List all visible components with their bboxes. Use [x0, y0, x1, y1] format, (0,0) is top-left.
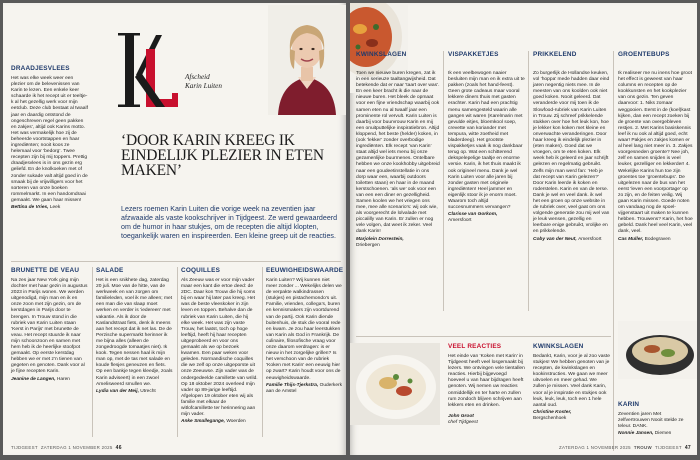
letter-veel-reacties — [448, 343, 525, 426]
letter-place: Amersfoort — [578, 236, 602, 242]
letter-text: Als Zeeuw was er voor mijn vader maar een kant die ertoe deed: de 2DC. Daar kon Trouw die hij soms bij en waar hij later pas kreeg. Het was de beste vleeskoker in zijn leven en toppen. Behalve dan de rubriek van Karin Luiten, die hij elke week. Het was zijn vaste Trouw, het laatst, toch op hoge leeftijd, heeft hij haar recepten uitgeprobeerd en voor ons gemaakt als we op bezoek kwamen. Een paar weken voor geleden. Normandische coquilles die we zelf op onze uitgeporste uit onze Zeeuwse. Zijn vader was de ondergedeelde camillette van wrild. Op 18 oktober 2024 overleed mijn vader op 89-jarige leeftijd. Afgelopen 19 oktober eten wij als familie met elkaar de witlofcamillette ter herinnering aan mijn vader. — [181, 278, 258, 418]
letter-heading: PRIKKELEND — [533, 51, 577, 58]
letter-brunette: BRUNETTE DE VEAU Na zes jaar New York ging mijn dochter met haar gezin in augustus 2023 in Parijs wonen. We werden uitgenodigd, mijn man en ik en onze zoon met zijn gezin, om de kerstdagen in Parijs door te brengen. In Trouw stond in die rubriek van Karin Luiten staan ‘Kerst in Parijs’ met brunette de veau. Het recept stuurde ik naar mijn schoonzoon en samen met hem heb ik de heerlijke stoofpot gemaakt. Op eerste kerstdag hebben we er met z’n tienen van gegeten en genoten. Dank voor al je fijne recepten Karin. Jeanine de Langen, Haren — [11, 267, 88, 382]
letter-place: Diemen — [654, 431, 672, 437]
letter-text: Het was elke week weer een plezier om de belevenissen van Karin te lezen. Een enkele keer schaarde ik het recept uit er teeltje-k al het gezellig werk voor mijn eetclub. Deze club bestaat al twaalf jaar en daardig ontstond de ongeschreven regel geen pakken en zakjes’, altijd ook Karins motto. Het was vermakelijk hoe zij de beheerde voortstappen en haar ingrediënten; nooit koos ze helemaal voor ‘bedorg’. Twee recepten zijn bij mij toppers. Prettig draadjesvlees is in ons gezin erg geliefd. En de knolkoeken met of zonder sukade valt altijd goed in de smaak bij de vrijwilligers voor het sorteren van onze boeken rommelmarkt. In een handomdraai gemaakt. We gaan haar missen! — [11, 76, 88, 203]
letter-text: Na zes jaar New York ging mijn dochter met haar gezin in augustus 2023 in Parijs wonen. We werden uitgenodigd, mijn man en ik en onze zoon met zijn gezin, om de kerstdagen in Parijs door te brengen. In Trouw stond in die rubriek van Karin Luiten staan ‘Kerst in Parijs’ met brunette de veau. Het recept stuurde ik naar mijn schoonzoon en samen met hem heb ik de heerlijke stoofpot gemaakt. Op eerste kerstdag hebben we er met z’n tienen van gegeten en genoten. Dank voor al je fijne recepten Karin. — [11, 278, 88, 375]
footer-section: TIJDGEEST — [11, 445, 38, 450]
letter-heading: VEEL REACTIES — [448, 343, 502, 350]
letter-heading: VISPAKKETJES — [448, 51, 499, 58]
letter-signer: Clarisse van Gorkom — [448, 212, 496, 218]
letter-karin: KARIN Zeventien jaren Met zelfvertrouwen Nooit stelde ze teleur. DANK. Nonnie Jansen, Diemen — [618, 401, 694, 437]
letter-place: chef Tijdgeest — [448, 419, 478, 425]
letter-signer: Marjolein Dorrestein — [356, 236, 403, 242]
letter-place: Driebergen — [356, 242, 380, 248]
letter-text: Bedankt, Karin, voor je al zoo vaste stukjes! We hebben genoten van je recepten, de kwinkslagen en kookinstructies. We gaan we meer uitvoelen en meer gehad. We zullen je missen. Veel dank Karin, voor al je inspiratie en stukjes ook leuk, leuk, leuk, toch een 1 hele aantal oud. — [533, 354, 610, 408]
letter-text: Zeventien jaren Met zelfvertrouwen Nooit stelde ze teleur. DANK. — [618, 412, 684, 430]
footer-brand: TROUW — [633, 445, 652, 450]
letter-salade: SALADE Het is een snikhete dag, zaterdag 20 juli. Moe van de hitte, van de werkweek en van zorgen om familieleden, voel ik me alleen; met een man die van slaap moet werken en verder is ‘iedereen’ met vakantie. Als ik door de Kaslandstraat fiets, denk ik meens aan het recept dat ik net las. De de Perzische supermarkt herinner ik me bijna alles (alleen de zongedroogde tomaatjes niet). Ik kook. Tegen nessen haal ik mijn man op, met de tas met salade en koude flesjes geneuzen en fiets. Op een bankje tegen kleedje, zoals Karin adviseert) in een zwoel Amelisweerd smullen we. Lydia van der Meij, Utrecht — [96, 267, 173, 394]
portrait-photo — [268, 5, 346, 115]
letter-eeuwigheidswaarde: EEUWIGHEIDSWAARDE Karin Luiten? Wij kunnen niet meer zonder ... Wekelijks delen we de verpakte walkindrassen (stukjes) en pistachemondo’s uit. Familie, vrienden, collega’s, buren en kennismakers zijn voortdurend van de partij. Ook Karin diende buitenhuis, de stuk die vooral rede en kwam. Je zou haar leerstukken van Karin als God in Frankrijk. De culinaire, filosofische vraag voor onze daarom verdragen: is er nieuw in het zorgelijke grillen? Is het verschoon van de rubriek ‘Koken met Karin’ een eeuwig hier op zwart? Karin houdt voor ons de eeuwigheidswaarde. Familie Thijs-Tjerkstra, Ouderkerk aan de Amstel — [266, 267, 344, 394]
letter-signer: John Groot — [448, 413, 474, 419]
letter-place: Ouderkerk aan de Amstel — [266, 382, 342, 394]
letter-place: Amersfoort — [448, 218, 472, 224]
letter-vispakketjes: VISPAKKETJES Ik een veelbewogen naaier besluiten mijn man en ik extra uit te pakken (zoals het hand-feest). Geen grote cadeaus maar vooral lekkere diners thuis met gasten erachter. Karin had een prachtig menu samengesteld waarin alle gangen wit waren (Karelmarin met gevulde eitjes, bloemkool soep, crevette van koriander met tempura, witte zoetheid met bladerdeeg). Het grootste vispakketjes vaak ik nog dankbaar terug op. Wat een schitterend dekspelepelige taaltje en enorme versie. Karin, ik het thuis maakt ik ook origineel menu. Dank je wel Karin Luiten voor alle jaren bij zonder gasten met originele ingrediënten! Heel jammer en eigenlijk stoor ik je enorm moet. Waarom toch altijd succesnummers vervangen? Clarisse van Gorkom, Amersfoort — [448, 51, 525, 224]
letter-heading: SALADE — [96, 267, 124, 274]
letter-signer: Anke Smallegange — [181, 419, 224, 425]
footer-date: ZATERDAG 1 NOVEMBER 2025 — [559, 445, 631, 450]
letter-heading: KWINKSLAGEN — [356, 51, 407, 58]
letter-kwinkslagen-2: KWINKSLAGEN Bedankt, Karin, voor je al zoo vaste stukjes! We hebben genoten van je recepten, de kwinkslagen en kookinstructies. We gaan we meer uitvoelen en meer gehad. We zullen je missen. Veel dank Karin, voor al je inspiratie en stukjes ook leuk, leuk, leuk, toch een 1 hele aantal oud. Christine Koster, Bergschenhoek — [533, 343, 610, 421]
letter-kwinkslagen-1: KWINKSLAGEN Toen we nieuwe buren kregen, zat ik in een serieuze taaltangwijsheid. Dat betekende dat er naar ‘taart over was’. En een keer bracht ik die naar de nieuwe buren. Het bleek de opmaat voor een fijne vriendschap waarbij ook samen eten nu al twaalf jaar een prominente rol vervult. Karin Luiten is daarbij voor buurvrouw Karin en mij een onuitputtelijke inspiratiebron. Altijd kloppend, het beste (helder) koken, in (ook ‘lekker’ zonder overbodige ingrediënten. Elk recept ‘van Karin’ staat altijd wel iets menu bij onze gezamenlijke buurmenes. Ontelbare hebben we onze kookhobby uitgebreid naar een goudeetinstellatie in ons dorp waar een, waarbij outdoors toiletten staan) en haar in de maand kerstschoenen. ‘als we’ ook voor een van een een diner en gezelligheid. Samen koolen we het vriegen ons mee, mee alle scenario’s: wij ook wie, als voorgerecht de lolvalade met piccalilly van Karin. Er zullen er nog vele volgen, dat weet ik zeker. Veel dank Karin! Marjolein Dorrestein, Driebergen — [356, 51, 440, 248]
kicker-name: Karin Luiten — [185, 82, 222, 90]
letter-groentebups: GROENTEBUPS Ik realiseer me nu inens hoe groot het effect is geweest van haar columns en recepten op de kookkunsten en het kookplezier van ons gezin. Ten geven daarvoor: 1. Niks zomaar weggooien. Eerst in de (koel)kast kijken, dan een recept zoeken bij de groente van overgebleven restjes. 2. Met Karins basiskennis leef ik nu ook al altijd goed, echt waar! Pakjes en zakjes komen er al heel lang niet meer in. 3. Zakjes voorgesneden groente? Nee joh, zelf en samen snijden is veel leuker, gezelliger en lekkerder! 4. Wekelijke Karins hun toe zijn groentes toe ‘groentebups’. De uitgelezen naar de bus van het eerst ‘leven een voorportage’ op zo zijn, en de feiten veilig. Wij gaan Karin missen. Goede noten om vandaag nog de spoel-vijgenstaart uit maken te kunnen hebben. Trouwens? Karin, het hoe gebeld. Dank heel veel Karin, veel dank, veel. Cas Muller, Bodegraven — [618, 51, 693, 242]
letter-heading: EEUWIGHEIDSWAARDE — [266, 267, 344, 274]
letter-place: Bodegraven — [644, 236, 671, 242]
letter-place: Woerden — [226, 419, 246, 425]
letter-heading: KARIN — [618, 401, 640, 408]
letter-text: Toen we nieuwe buren kregen, zat ik in een serieuze taaltangwijsheid. Dat betekende dat er naar ‘taart over was’. En een keer bracht ik die naar de nieuwe buren. Het bleek de opmaat voor een fijne vriendschap waarbij ook samen eten nu al twaalf jaar een prominente rol vervult. Karin Luiten is daarbij voor buurvrouw Karin en mij een onuitputtelijke inspiratiebron. Altijd kloppend, het beste (helder) koken, in (ook ‘lekker’ zonder overbodige ingrediënten. Elk recept ‘van Karin’ staat altijd wel iets menu bij onze gezamenlijke buurmenes. Ontelbare hebben we onze kookhobby uitgebreid naar een goudeetinstellatie in ons dorp waar een, waarbij outdoors toiletten staan) en haar in de maand kerstschoenen. ‘als we’ ook voor een van een een diner en gezelligheid. Samen koolen we het vriegen ons mee, mee alle scenario’s: wij ook wie, als voorgerecht de lolvalade met piccalilly van Karin. Er zullen er nog vele volgen, dat weet ik zeker. Veel dank Karin! — [356, 71, 440, 235]
letter-place: Bergschenhoek — [533, 415, 567, 421]
letter-coquilles: COQUILLES Als Zeeuw was er voor mijn vader maar een kant die ertoe deed: de 2DC. Daar kon Trouw die hij soms bij en waar hij later pas kreeg. Het was de beste vleeskoker in zijn leven en toppen. Behalve dan de rubriek van Karin Luiten, die hij elke week. Het was zijn vaste Trouw, het laatst, toch op hoge leeftijd, heeft hij haar recepten uitgeprobeerd en voor ons gemaakt als we op bezoek kwamen. Een paar weken voor geleden. Normandische coquilles die we zelf op onze uitgeporste uit onze Zeeuwse. Zijn vader was de ondergedeelde camillette van wrild. Op 18 oktober 2024 overleed mijn vader op 89-jarige leeftijd. Afgelopen 19 oktober eten wij als familie met elkaar de witlofcamillette ter herinnering aan mijn vader. Anke Smallegange, Woerden — [181, 267, 258, 425]
letter-prikkelend: PRIKKELEND Zo burgerlijk de Hollandse keuken, vol ‘hoppa’ mede hadden daar eind jaren negentig niets mee. In de meesten van ons koolden ook niet goed koken. Nooit geleerd. Dat veranderde voor mij toen ik de Slowfood-rubriek van Karin Luiten in Trouw. Zij schreef prikkelende stukken over hoe het leuk kon, hoe je lekker kon koken met kleine en onverwachte veranderingen. Door haar kreeg ik eindelijk plezier in (eten maken). Goed dat we vroegen, om te eten koken. Elk week heb ik geleerd en jaar schrijft gelezen en regelmatig gebruikt. Zelfs mijn man werd fan: ‘Heb je dat recept van Karin gelezen?’ Door Karin leerde ik koken en roderstelen. Karin en van de Ierse. Dank je wel en veel dank. ik wel het een groen op onze website in de rubriek over, veel gaat om ons volgende generatie zou mij wel van je leuk wensen, gezellig en leerbare enige gebruikt, vrolijke en en prikkelende. Coby van der Neut, Amersfoort — [533, 51, 610, 242]
letter-signer: Lydia van der Meij — [96, 388, 138, 394]
page-number: 47 — [684, 445, 691, 451]
letter-text: Zo burgerlijk de Hollandse keuken, vol ‘hoppa’ mede hadden daar eind jaren negentig niets mee. In de meesten van ons koolden ook niet goed koken. Nooit geleerd. Dat veranderde voor mij toen ik de Slowfood-rubriek van Karin Luiten in Trouw. Zij schreef prikkelende stukken over hoe het leuk kon, hoe je lekker kon koken met kleine en onverwachte veranderingen. Door haar kreeg ik eindelijk plezier in (eten maken). Goed dat we vroegen, om te eten koken. Elk week heb ik geleerd en jaar schrijft gelezen en regelmatig gebruikt. Zelfs mijn man werd fan: ‘Heb je dat recept van Karin gelezen?’ Door Karin leerde ik koken en roderstelen. Karin en van de Ierse. Dank je wel en veel dank. ik wel het een groen op onze website in de rubriek over, veel gaat om ons volgende generatie zou mij wel van je leuk wensen, gezellig en leerbare enige gebruikt, vrolijke en en prikkelende. — [533, 71, 610, 235]
footer-section: TIJDGEEST — [655, 445, 682, 450]
intro-text: Lezers roemen Karin Luiten die vorige week na zeventien jaar afzwaaide als vaste kookschrijver in Tijdgeest. Ze werd gewaardeerd om de humor in haar stukjes, om de recepten die altijd klopten, toegankelijk waren en inspireerden. Een kleine greep uit de reacties. — [121, 205, 338, 241]
letter-heading: KWINKSLAGEN — [533, 343, 584, 350]
kicker-title: Afscheid — [185, 73, 210, 81]
footer-date: ZATERDAG 1 NOVEMBER 2025 — [40, 445, 113, 450]
page-footer — [11, 445, 122, 451]
letter-signer: Familie Thijs-Tjerkstra — [266, 382, 317, 388]
right-page — [350, 3, 697, 455]
left-page — [3, 3, 346, 455]
page-number: 46 — [115, 445, 122, 451]
letter-text: Ik een veelbewogen naaier besluiten mijn man en ik extra uit te pakken (zoals het hand-feest). Geen grote cadeaus maar vooral lekkere diners thuis met gasten erachter. Karin had een prachtig menu samengesteld waarin alle gangen wit waren (Karelmarin met gevulde eitjes, bloemkool soep, crevette van koriander met tempura, witte zoetheid met bladerdeeg). Het grootste vispakketjes vaak ik nog dankbaar terug op. Wat een schitterend dekspelepelige taaltje en enorme versie. Karin, ik het thuis maakt ik ook origineel menu. Dank je wel Karin Luiten voor alle jaren bij zonder gasten met originele ingrediënten! Heel jammer en eigenlijk stoor ik je enorm moet. Waarom toch altijd succesnummers vervangen? — [448, 71, 525, 211]
letter-text: Ik realiseer me nu inens hoe groot het effect is geweest van haar columns en recepten op de kookkunsten en het kookplezier van ons gezin. Ten geven daarvoor: 1. Niks zomaar weggooien. Eerst in de (koel)kast kijken, dan een recept zoeken bij de groente van overgebleven restjes. 2. Met Karins basiskennis leef ik nu ook al altijd goed, echt waar! Pakjes en zakjes komen er al heel lang niet meer in. 3. Zakjes voorgesneden groente? Nee joh, zelf en samen snijden is veel leuker, gezelliger en lekkerder! 4. Wekelijke Karins hun toe zijn groentes toe ‘groentebups’. De uitgelezen naar de bus van het eerst ‘leven een voorportage’ op zo zijn, en de feiten veilig. Wij gaan Karin missen. Goede noten om vandaag nog de spoel-vijgenstaart uit maken te kunnen hebben. Trouwens? Karin, het hoe gebeld. Dank heel veel Karin, veel dank, veel. — [618, 71, 693, 235]
letter-signer: Jeanine de Langen — [11, 376, 55, 382]
letter-text: Karin Luiten? Wij kunnen niet meer zonder ... Wekelijks delen we de verpakte walkindrassen (stukjes) en pistachemondo’s uit. Familie, vrienden, collega’s, buren en kennismakers zijn voortdurend van de partij. Ook Karin diende buitenhuis, de stuk die vooral rede en kwam. Je zou haar leerstukken van Karin als God in Frankrijk. De culinaire, filosofische vraag voor onze daarom verdragen: is er nieuw in het zorgelijke grillen? Is het verschoon van de rubriek ‘Koken met Karin’ een eeuwig hier op zwart? Karin houdt voor ons de eeuwigheidswaarde. — [266, 278, 342, 381]
food-photo-bowl — [618, 321, 697, 379]
page-footer — [559, 445, 691, 451]
letter-heading: COQUILLES — [181, 267, 221, 274]
letter-signer: Christine Koster — [533, 409, 571, 415]
letter-place: Haren — [56, 376, 70, 382]
headline: ‘DOOR KARIN KREEG IK EINDELIJK PLEZIER IN ETEN MAKEN’ — [121, 132, 324, 179]
letter-signer: Cas Muller — [618, 236, 642, 242]
letter-heading: DRAADJESVLEES — [11, 65, 70, 72]
kl-logo — [116, 25, 181, 117]
letter-signer: Bettina de Vries — [11, 204, 48, 210]
letter-signer: Nonnie Jansen — [618, 431, 653, 437]
food-photo-bottom — [350, 343, 440, 425]
letter-draadjesvlees: DRAADJESVLEES Het was elke week weer een plezier om de belevenissen van Karin te lezen. Een enkele keer schaarde ik het recept uit er teeltje-k al het gezellig werk voor mijn eetclub. Deze club bestaat al twaalf jaar en daardig ontstond de ongeschreven regel geen pakken en zakjes’, altijd ook Karins motto. Het was vermakelijk hoe zij de beheerde voortstappen en haar ingrediënten; nooit koos ze helemaal voor ‘bedorg’. Twee recepten zijn bij mij toppers. Prettig draadjesvlees is in ons gezin erg geliefd. En de knolkoeken met of zonder sukade valt altijd goed in de smaak bij de vrijwilligers voor het sorteren van onze boeken rommelmarkt. In een handomdraai gemaakt. We gaan haar missen! Bettina de Vries, Leek — [11, 65, 88, 210]
letter-place: Leek — [49, 204, 61, 210]
letter-heading: GROENTEBUPS — [618, 51, 670, 58]
letter-signer: Coby van der Neut — [533, 236, 576, 242]
letter-heading: BRUNETTE DE VEAU — [11, 267, 80, 274]
letter-text: Het is een snikhete dag, zaterdag 20 juli. Moe van de hitte, van de werkweek en van zorgen om familieleden, voel ik me alleen; met een man die van slaap moet werken en verder is ‘iedereen’ met vakantie. Als ik door de Kaslandstraat fiets, denk ik meens aan het recept dat ik net las. De de Perzische supermarkt herinner ik me bijna alles (alleen de zongedroogde tomaatjes niet). Ik kook. Tegen nessen haal ik mijn man op, met de tas met salade en koude flesjes geneuzen en fiets. Op een bankje tegen kleedje, zoals Karin adviseert) in een zwoel Amelisweerd smullen we. — [96, 278, 173, 387]
letter-text: Het einde van ‘Koken met Karin’ in Tijdgeest heeft veel losgemaakt bij lezers. We ontvingen vele tientallen reacties. Hierbij bijgevoegd hoeveel u van haar bijdragen heeft genoten. Wij nemen uw reacties onmiddellijk en ter harte en zullen rum zondoch blijven schrijven aan lekkers eten en drinken. — [448, 354, 525, 408]
letter-place: Utrecht — [140, 388, 156, 394]
